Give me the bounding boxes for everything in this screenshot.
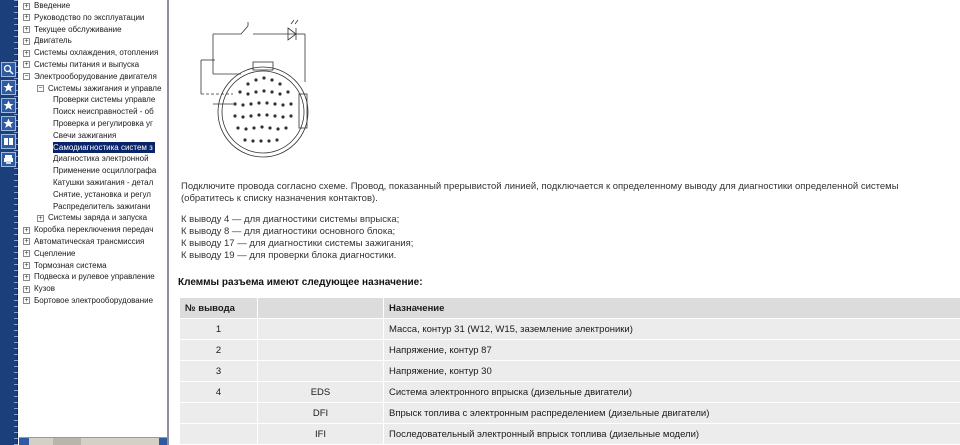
- scroll-thumb[interactable]: [53, 438, 81, 445]
- connector-wiring-diagram: [193, 14, 333, 164]
- tree-item[interactable]: [19, 283, 167, 295]
- tree-item[interactable]: [19, 35, 167, 47]
- code-cell: [258, 361, 384, 382]
- collapse-icon[interactable]: −: [24, 73, 29, 81]
- tree-item[interactable]: [19, 106, 167, 118]
- expand-icon[interactable]: +: [24, 49, 29, 57]
- tree-item-label: Электрооборудование двигателя: [34, 71, 157, 81]
- expand-icon[interactable]: +: [24, 226, 29, 234]
- tree-item[interactable]: [19, 83, 167, 95]
- tree-item-label: Бортовое электрооборудование: [34, 295, 154, 305]
- intro-line-2: (обратитесь к списку назначения контактов).: [181, 193, 378, 204]
- content-pane: [171, 0, 960, 445]
- tree-list: [19, 0, 167, 307]
- tree-item[interactable]: [19, 248, 167, 260]
- intro-paragraph: [181, 181, 941, 205]
- pin-number-cell: [180, 403, 258, 424]
- pin-notes: [181, 214, 941, 262]
- tree-horizontal-scrollbar[interactable]: [19, 437, 169, 445]
- tree-item[interactable]: [19, 260, 167, 272]
- pin-number-cell: 4: [180, 382, 258, 403]
- star-icon[interactable]: [1, 80, 16, 95]
- tree-item[interactable]: [19, 130, 167, 142]
- expand-icon[interactable]: +: [38, 214, 43, 222]
- expand-icon[interactable]: +: [24, 37, 29, 45]
- purpose-cell: Напряжение, контур 87: [384, 340, 960, 361]
- tree-item[interactable]: [19, 142, 167, 154]
- table-header-row: [180, 298, 960, 319]
- tree-item-label: Текущее обслуживание: [34, 24, 122, 34]
- expand-icon[interactable]: +: [24, 273, 29, 281]
- code-cell: IFI: [258, 424, 384, 445]
- tree-item-label: Системы питания и выпуска: [34, 59, 140, 69]
- pin-assignment-table: [179, 297, 960, 445]
- expand-icon[interactable]: +: [24, 285, 29, 293]
- pin-note: К выводу 17 — для диагностики системы зажигания;: [181, 238, 414, 249]
- tree-item-label: Тормозная система: [34, 260, 107, 270]
- vertical-toolbar: [0, 0, 18, 445]
- tree-item[interactable]: [19, 153, 167, 165]
- tree-item[interactable]: [19, 224, 167, 236]
- code-cell: DFI: [258, 403, 384, 424]
- tree-item[interactable]: [19, 59, 167, 71]
- tree-item-label: Проверка и регулировка уг: [53, 118, 153, 128]
- table-row: [180, 340, 960, 361]
- expand-icon[interactable]: +: [24, 2, 29, 10]
- scroll-right-arrow[interactable]: [159, 438, 169, 445]
- table-row: [180, 382, 960, 403]
- tree-item[interactable]: [19, 165, 167, 177]
- tree-item[interactable]: [19, 236, 167, 248]
- tree-item-label: Катушки зажигания - детал: [53, 177, 154, 187]
- tree-item[interactable]: [19, 271, 167, 283]
- table-row: [180, 403, 960, 424]
- pin-number-cell: 3: [180, 361, 258, 382]
- tree-item-label: Применение осциллографа: [53, 166, 157, 176]
- purpose-cell: Масса, контур 31 (W12, W15, заземление электроники): [384, 319, 960, 340]
- search-icon[interactable]: [1, 62, 16, 77]
- tree-item[interactable]: [19, 24, 167, 36]
- purpose-cell: Напряжение, контур 30: [384, 361, 960, 382]
- expand-icon[interactable]: +: [24, 14, 29, 22]
- tree-item[interactable]: [19, 47, 167, 59]
- code-cell: [258, 340, 384, 361]
- tree-item-label: Руководство по эксплуатации: [34, 12, 145, 22]
- tree-item-label: Автоматическая трансмиссия: [34, 236, 145, 246]
- tree-item-label: Поиск неисправностей - об: [53, 107, 154, 117]
- tree-item[interactable]: [19, 71, 167, 83]
- tree-item[interactable]: [19, 201, 167, 213]
- expand-icon[interactable]: +: [24, 238, 29, 246]
- table-title: Клеммы разъема имеют следующее назначение:: [178, 277, 423, 288]
- tree-item-label: Свечи зажигания: [53, 130, 117, 140]
- expand-icon[interactable]: +: [24, 297, 29, 305]
- pin-note: К выводу 19 — для проверки блока диагностики.: [181, 250, 397, 261]
- tree-item-label: Коробка переключения передач: [34, 225, 154, 235]
- tree-item-label: Снятие, установка и регул: [53, 189, 151, 199]
- table-row: [180, 424, 960, 445]
- scroll-left-arrow[interactable]: [19, 438, 29, 445]
- tree-item-label: Проверки системы управле: [53, 95, 156, 105]
- tree-item-label: Системы заряда и запуска: [48, 213, 148, 223]
- pin-number-cell: 1: [180, 319, 258, 340]
- tree-item[interactable]: [19, 94, 167, 106]
- purpose-cell: Система электронного впрыска (дизельные двигатели): [384, 382, 960, 403]
- tree-item-label: Системы охлаждения, отопления: [34, 48, 159, 58]
- tree-item-label: Системы зажигания и управле: [48, 83, 162, 93]
- pin-note: К выводу 8 — для диагностики основного блока;: [181, 226, 396, 237]
- tree-item[interactable]: [19, 118, 167, 130]
- tree-item[interactable]: [19, 177, 167, 189]
- code-cell: EDS: [258, 382, 384, 403]
- star-add-icon[interactable]: [1, 98, 16, 113]
- tree-item-label: Распределитель зажигани: [53, 201, 151, 211]
- purpose-cell: Последовательный электронный впрыск топлива (дизельные модели): [384, 424, 960, 445]
- column-header-purpose: Назначение: [384, 298, 960, 319]
- expand-icon[interactable]: +: [24, 26, 29, 34]
- tree-item[interactable]: [19, 0, 167, 12]
- tree-item-label: Диагностика электронной: [53, 154, 149, 164]
- expand-icon[interactable]: +: [24, 250, 29, 258]
- column-header-code: [258, 298, 384, 319]
- collapse-icon[interactable]: −: [38, 85, 43, 93]
- pin-number-cell: [180, 424, 258, 445]
- table-row: [180, 361, 960, 382]
- tree-item-label: Сцепление: [34, 248, 76, 258]
- column-header-pin: № вывода: [180, 298, 258, 319]
- tree-item-label: Введение: [34, 1, 71, 10]
- intro-line-1: Подключите провода согласно схеме. Провод, показанный прерывистой линией, подключается к определенному выводу для диагностики определенной системы: [181, 181, 899, 192]
- tree-item[interactable]: [19, 189, 167, 201]
- book-icon[interactable]: [1, 134, 16, 149]
- expand-icon[interactable]: +: [24, 262, 29, 270]
- tree-item-label: Самодиагностика систем з: [53, 142, 153, 152]
- expand-icon[interactable]: +: [24, 61, 29, 69]
- tree-item-label: Подвеска и рулевое управление: [34, 272, 155, 282]
- star-remove-icon[interactable]: [1, 116, 16, 131]
- tree-item[interactable]: [19, 12, 167, 24]
- tree-item[interactable]: [19, 212, 167, 224]
- code-cell: [258, 319, 384, 340]
- table-row: [180, 319, 960, 340]
- pin-number-cell: 2: [180, 340, 258, 361]
- tree-item-label: Кузов: [34, 284, 55, 294]
- tree-item[interactable]: [19, 295, 167, 307]
- print-icon[interactable]: [1, 152, 16, 167]
- pin-note: К выводу 4 — для диагностики системы впрыска;: [181, 214, 400, 225]
- purpose-cell: Впрыск топлива с электронным распределением (дизельные двигатели): [384, 403, 960, 424]
- contents-tree: [19, 0, 169, 445]
- table-body: [180, 319, 960, 445]
- tree-item-label: Двигатель: [34, 36, 72, 46]
